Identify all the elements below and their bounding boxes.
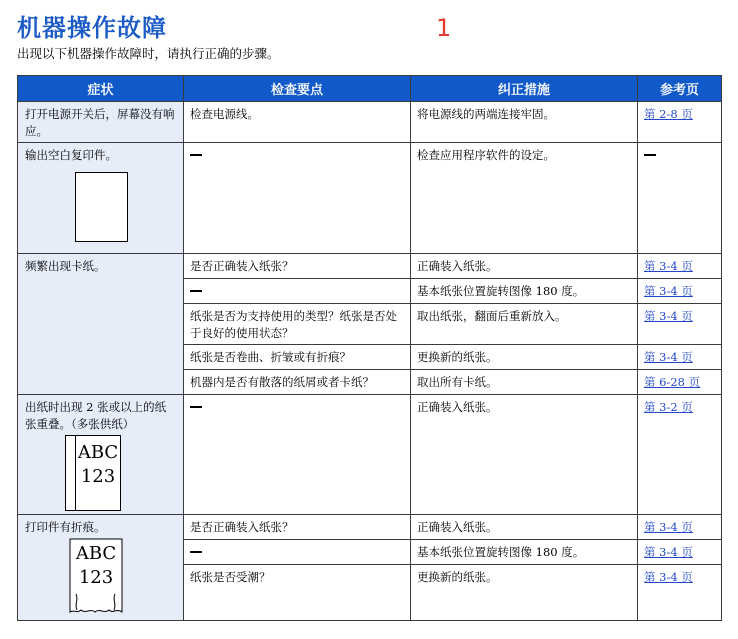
ref-cell [638, 540, 722, 565]
header-corrective-action: 纠正措施 [411, 76, 638, 102]
ref-page-link[interactable]: 第 3-4 页 [644, 545, 693, 559]
illustration-text: ABC [77, 442, 119, 463]
check-cell: 纸张是否卷曲、折皱或有折痕？ [184, 345, 411, 370]
symptom-cell [18, 515, 184, 621]
ref-page-link[interactable]: 第 6-28 页 [644, 375, 701, 389]
ref-cell [638, 345, 722, 370]
header-check-points: 检查要点 [184, 76, 411, 102]
header-reference-page: 参考页 [638, 76, 722, 102]
ref-page-link[interactable]: 第 3-2 页 [644, 400, 693, 414]
action-cell: 取出纸张，翻面后重新放入。 [411, 304, 638, 345]
ref-cell [638, 515, 722, 540]
symptom-text: 打印件有折痕。 [25, 520, 106, 534]
action-cell: 更换新的纸张。 [411, 565, 638, 621]
symptom-cell [18, 143, 184, 254]
check-cell [184, 395, 411, 515]
symptom-cell [18, 395, 184, 515]
illustration-text: ABC [75, 543, 117, 564]
wrinkled-page-icon [69, 538, 123, 614]
ref-page-link[interactable]: 第 3-4 页 [644, 520, 693, 534]
dash-mark [644, 154, 656, 156]
action-cell: 正确装入纸张。 [411, 395, 638, 515]
table-row [18, 515, 722, 540]
ref-page-link[interactable]: 第 3-4 页 [644, 309, 693, 323]
check-cell: 是否正确装入纸张？ [184, 254, 411, 279]
table-row [18, 102, 722, 143]
check-cell [184, 143, 411, 254]
ref-cell [638, 395, 722, 515]
table-row [18, 143, 722, 254]
dash-mark [190, 154, 202, 156]
ref-cell [638, 254, 722, 279]
ref-page-link[interactable]: 第 3-4 页 [644, 570, 693, 584]
ref-cell [638, 279, 722, 304]
illustration-text: 123 [78, 567, 114, 588]
table-header-row [18, 76, 722, 102]
action-cell: 检查应用程序软件的设定。 [411, 143, 638, 254]
page-number: 1 [436, 14, 452, 42]
header-symptom: 症状 [18, 76, 184, 102]
check-cell: 是否正确装入纸张？ [184, 515, 411, 540]
action-cell: 正确装入纸张。 [411, 515, 638, 540]
action-cell: 将电源线的两端连接牢固。 [411, 102, 638, 143]
ref-cell [638, 102, 722, 143]
multi-sheet-icon [65, 435, 121, 511]
check-cell: 检查电源线。 [184, 102, 411, 143]
action-cell: 取出所有卡纸。 [411, 370, 638, 395]
ref-cell [638, 143, 722, 254]
ref-page-link[interactable]: 第 3-4 页 [644, 259, 693, 273]
symptom-text: 输出空白复印件。 [25, 148, 117, 162]
symptom-cell: 打开电源开关后，屏幕没有响应。 [18, 102, 184, 143]
ref-cell [638, 304, 722, 345]
symptom-text: 出纸时出现 2 张或以上的纸张重叠。（多张供纸） [25, 400, 167, 431]
check-cell: 纸张是否受潮？ [184, 565, 411, 621]
check-cell [184, 279, 411, 304]
action-cell: 更换新的纸张。 [411, 345, 638, 370]
dash-mark [190, 551, 202, 553]
troubleshooting-table [17, 75, 722, 621]
check-cell: 机器内是否有散落的纸屑或者卡纸？ [184, 370, 411, 395]
dash-mark [190, 290, 202, 292]
check-cell: 纸张是否为支持使用的类型？纸张是否处于良好的使用状态？ [184, 304, 411, 345]
ref-page-link[interactable]: 第 2-8 页 [644, 107, 693, 121]
page-title: 机器操作故障 [17, 14, 167, 42]
illustration-text: 123 [80, 466, 116, 487]
ref-page-link[interactable]: 第 3-4 页 [644, 284, 693, 298]
ref-page-link[interactable]: 第 3-4 页 [644, 350, 693, 364]
blank-page-icon [25, 172, 177, 242]
page-subtitle: 出现以下机器操作故障时，请执行正确的步骤。 [17, 46, 280, 61]
ref-cell [638, 370, 722, 395]
action-cell: 基本纸张位置旋转图像 180 度。 [411, 279, 638, 304]
action-cell: 基本纸张位置旋转图像 180 度。 [411, 540, 638, 565]
action-cell: 正确装入纸张。 [411, 254, 638, 279]
ref-cell [638, 565, 722, 621]
table-row [18, 254, 722, 279]
check-cell [184, 540, 411, 565]
symptom-cell: 频繁出现卡纸。 [18, 254, 184, 395]
dash-mark [190, 406, 202, 408]
table-row [18, 395, 722, 515]
